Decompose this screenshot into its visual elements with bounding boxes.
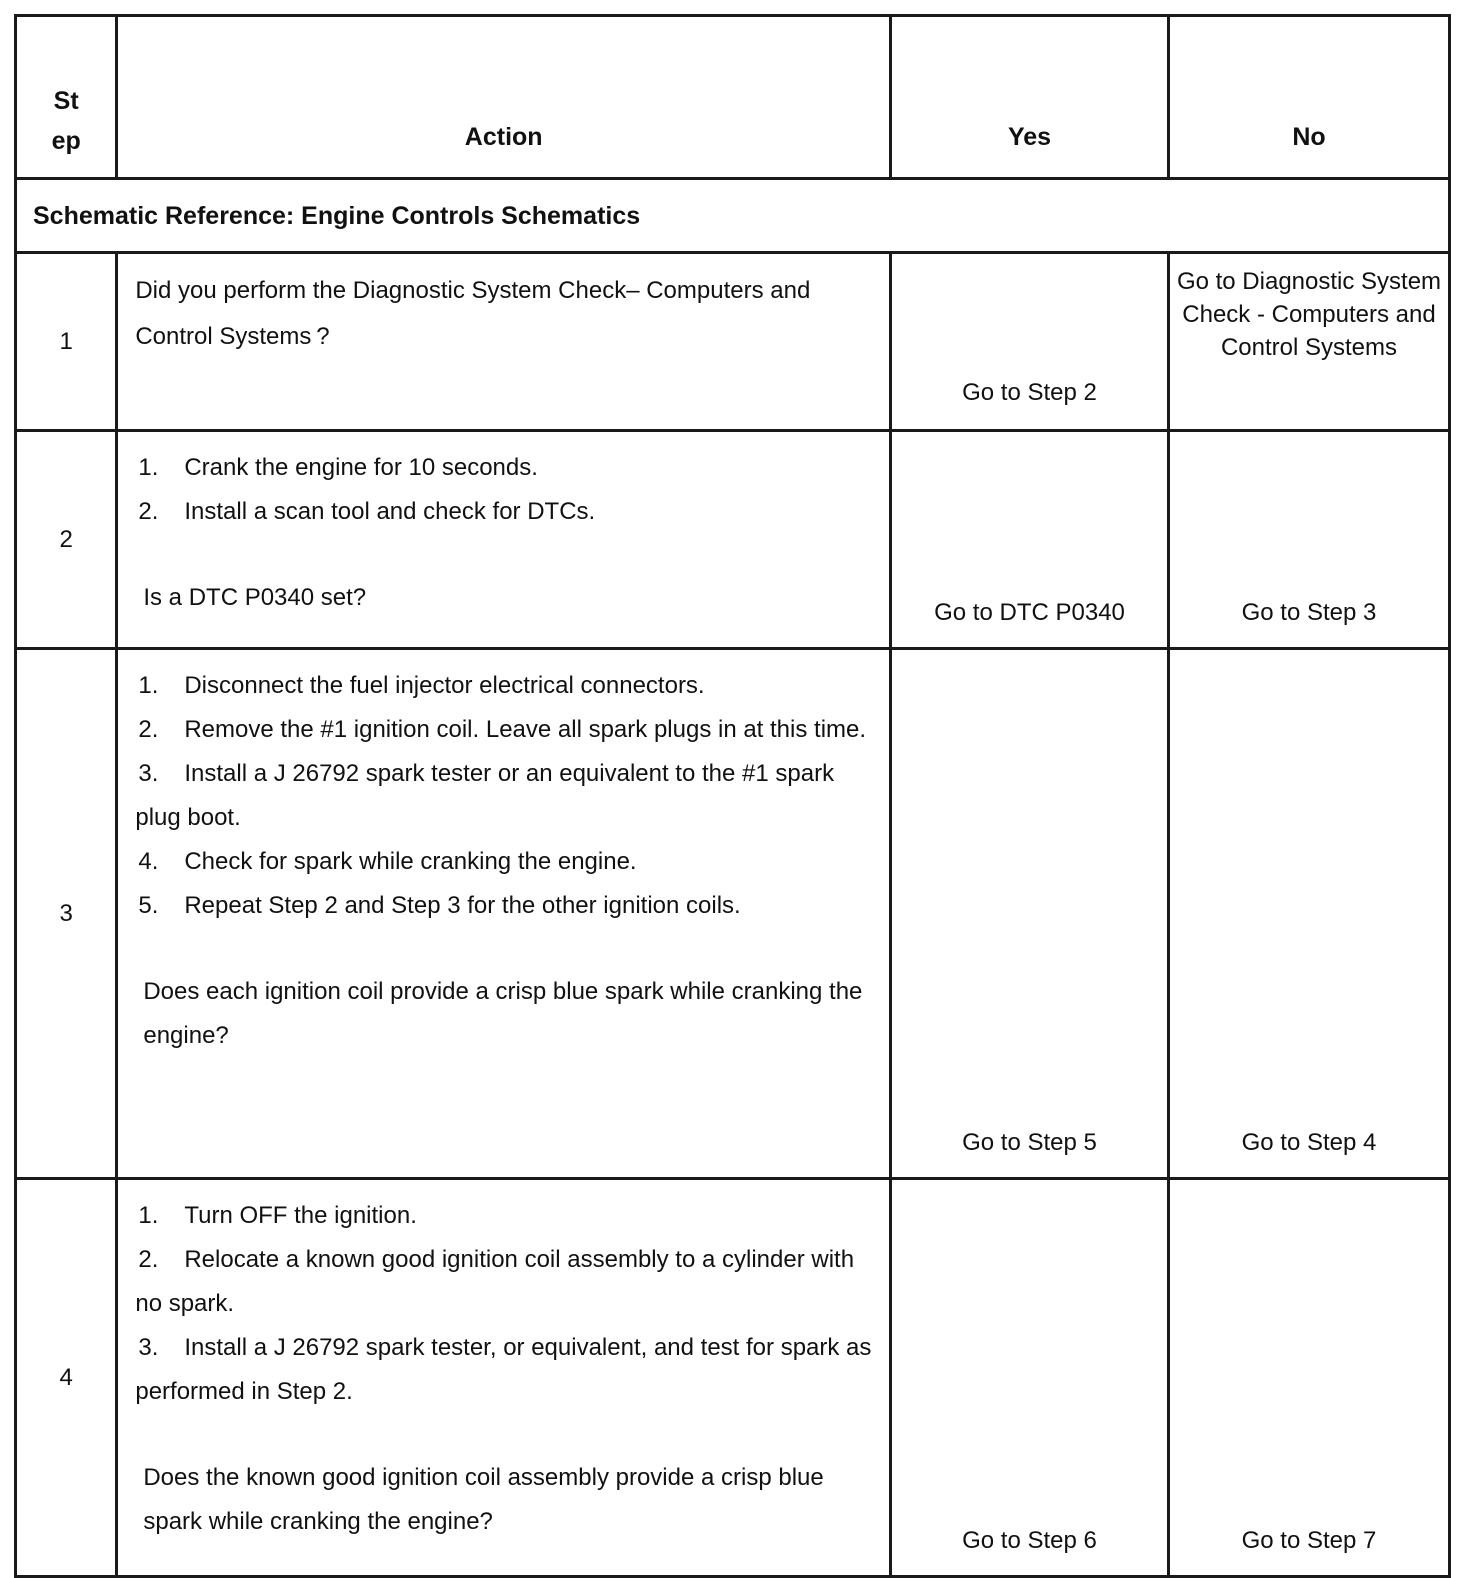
header-no: No: [1169, 16, 1450, 179]
yes-link[interactable]: Go to Step 2: [891, 253, 1169, 431]
no-link[interactable]: Go to Step 7: [1169, 1179, 1450, 1577]
list-item: 2. Remove the #1 ignition coil. Leave all spark plugs in at this time.: [138, 716, 867, 743]
action-list: [135, 446, 873, 534]
action-cell: [117, 431, 891, 649]
list-item: 1. Disconnect the fuel injector electrical connectors.: [138, 672, 705, 699]
step-number: 2: [16, 431, 117, 649]
list-item: 2. Install a scan tool and check for DTCs.: [138, 498, 596, 525]
list-item: 5. Repeat Step 2 and Step 3 for the other ignition coils.: [138, 892, 741, 919]
question-text: Does the known good ignition coil assembly provide a crisp blue spark while cranking the engine?: [143, 1464, 824, 1535]
action-text: Did you perform the Diagnostic System Check– Computers and Control Systems ?: [117, 253, 891, 431]
action-list: [135, 1194, 873, 1414]
table-header-row: [16, 16, 1450, 179]
schematic-reference: Schematic Reference: Engine Controls Schematics: [16, 179, 1450, 253]
header-yes: Yes: [891, 16, 1169, 179]
list-item: 1. Crank the engine for 10 seconds.: [138, 454, 538, 481]
list-item: 2. Relocate a known good ignition coil assembly to a cylinder with no spark.: [135, 1246, 855, 1317]
table-row: [16, 431, 1450, 649]
header-step: St ep: [16, 16, 117, 179]
diagnostic-table: [14, 14, 1451, 1578]
list-item: 1. Turn OFF the ignition.: [138, 1202, 417, 1229]
question-text: Does each ignition coil provide a crisp blue spark while cranking the engine?: [143, 978, 863, 1049]
action-cell: [117, 649, 891, 1179]
list-item: 3. Install a J 26792 spark tester or an equivalent to the #1 spark plug boot.: [135, 760, 835, 831]
step-number: 4: [16, 1179, 117, 1577]
list-item: 3. Install a J 26792 spark tester, or equivalent, and test for spark as performed in Step 2.: [135, 1334, 872, 1405]
list-item: 4. Check for spark while cranking the engine.: [138, 848, 637, 875]
step-number: 3: [16, 649, 117, 1179]
no-link[interactable]: Go to Diagnostic System Check - Computers and Control Systems: [1169, 253, 1450, 431]
schematic-reference-row: [16, 179, 1450, 253]
no-link[interactable]: Go to Step 4: [1169, 649, 1450, 1179]
action-list: [135, 664, 873, 928]
question-text: Is a DTC P0340 set?: [143, 584, 367, 611]
no-link[interactable]: Go to Step 3: [1169, 431, 1450, 649]
yes-link[interactable]: Go to DTC P0340: [891, 431, 1169, 649]
yes-link[interactable]: Go to Step 5: [891, 649, 1169, 1179]
header-action: Action: [117, 16, 891, 179]
step-number: 1: [16, 253, 117, 431]
action-cell: [117, 1179, 891, 1577]
table-row: [16, 649, 1450, 1179]
table-row: [16, 1179, 1450, 1577]
table-row: [16, 253, 1450, 431]
yes-link[interactable]: Go to Step 6: [891, 1179, 1169, 1577]
